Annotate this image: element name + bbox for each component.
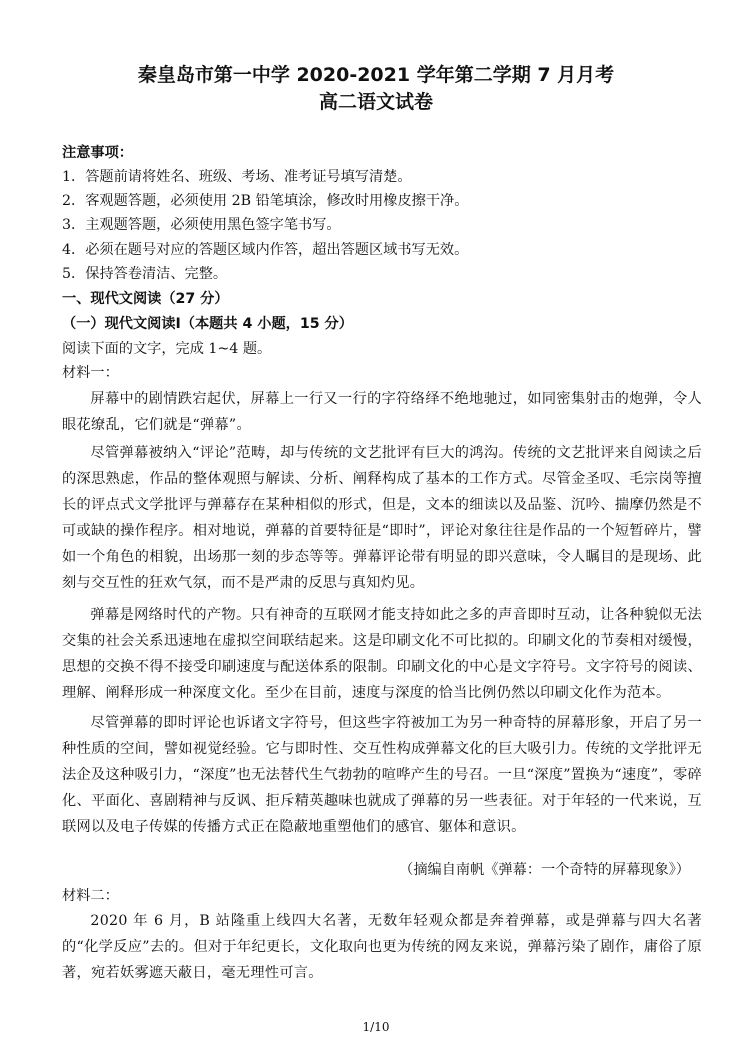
material-paragraph: 屏幕中的剧情跌宕起伏，屏幕上一行又一行的字符络绎不绝地驰过，如同密集射击的炮弹，令人眼花缭乱，它们就是“弹幕”。 (62, 391, 702, 433)
exam-title: 秦皇岛市第一中学 2020-2021 学年第二学期 7 月月考 (137, 64, 615, 86)
material-source: （摘编自南帆《弹幕：一个奇特的屏幕现象》） (399, 862, 690, 878)
section-heading: 一、现代文阅读（27 分） (62, 291, 229, 307)
notice-item: 5．保持答卷清洁、完整。 (62, 266, 228, 282)
material-label: 材料一： (62, 365, 119, 381)
material-paragraph: 尽管弹幕被纳入“评论”范畴，却与传统的文艺批评有巨大的鸿沟。传统的文艺批评来自阅读之后的深思熟虑，作品的整体观照与解读、分析、阐释构成了基本的工作方式。尽管金圣叹、毛宗岗等擅长的评点式文学批评与弹幕存在某种相似的形式，但是，文本的细读以及品鉴、沉吟、揣摩仍然是不可或缺的操作程序。相对地说，弹幕的首要特征是“即时”，评论对象往往是作品的一个短暂碎片，譬如一个角色的相貌，出场那一刻的步态等等。弹幕评论带有明显的即兴意味，令人瞩目的是现场、此刻与交互性的狂欢气氛，而不是严肃的反思与真知灼见。 (62, 445, 702, 591)
notice-heading: 注意事项： (62, 145, 133, 161)
notice-item: 3．主观题答题，必须使用黑色签字笔书写。 (62, 217, 341, 233)
notice-item: 4．必须在题号对应的答题区域内作答，超出答题区域书写无效。 (62, 242, 469, 258)
notice-item: 2．客观题答题，必须使用 2B 铅笔填涂，修改时用橡皮擦干净。 (62, 193, 469, 209)
exam-subtitle: 高二语文试卷 (318, 91, 433, 113)
section-subheading: （一）现代文阅读Ⅰ（本题共 4 小题，15 分） (62, 316, 353, 332)
page-number: 1/10 (362, 1020, 390, 1034)
notice-item: 1．答题前请将姓名、班级、考场、准考证号填写清楚。 (62, 169, 412, 185)
material-label: 材料二： (62, 888, 119, 904)
material-paragraph: 弹幕是网络时代的产物。只有神奇的互联网才能支持如此之多的声音即时互动，让各种貌似无法交集的社会关系迅速地在虚拟空间联结起来。这是印刷文化不可比拟的。印刷文化的节奏相对缓慢，思想的交换不得不接受印刷速度与配送体系的限制。印刷文化的中心是文字符号。文字符号的阅读、理解、阐释形成一种深度文化。至少在目前，速度与深度的恰当比例仍然以印刷文化作为范本。 (62, 607, 702, 701)
section-instruction: 阅读下面的文字，完成 1~4 题。 (62, 341, 272, 357)
material-paragraph: 尽管弹幕的即时评论也诉诸文字符号，但这些字符被加工为另一种奇特的屏幕形象，开启了另一种性质的空间，譬如视觉经验。它与即时性、交互性构成弹幕文化的巨大吸引力。传统的文学批评无法企及这种吸引力，“深度”也无法替代生气勃勃的喧哗产生的号召。一旦“深度”置换为“速度”，零碎化、平面化、喜剧精神与反讽、拒斥精英趣味也就成了弹幕的另一些表征。对于年轻的一代来说，互联网以及电子传媒的传播方式正在隐蔽地重塑他们的感官、躯体和意识。 (62, 715, 702, 835)
material-paragraph: 2020 年 6 月，B 站隆重上线四大名著，无数年轻观众都是奔着弹幕，或是弹幕与四大名著的“化学反应”去的。但对于年纪更长，文化取向也更为传统的网友来说，弹幕污染了剧作，庸俗了原著，宛若妖雾遮天蔽日，毫无理性可言。 (62, 913, 702, 981)
